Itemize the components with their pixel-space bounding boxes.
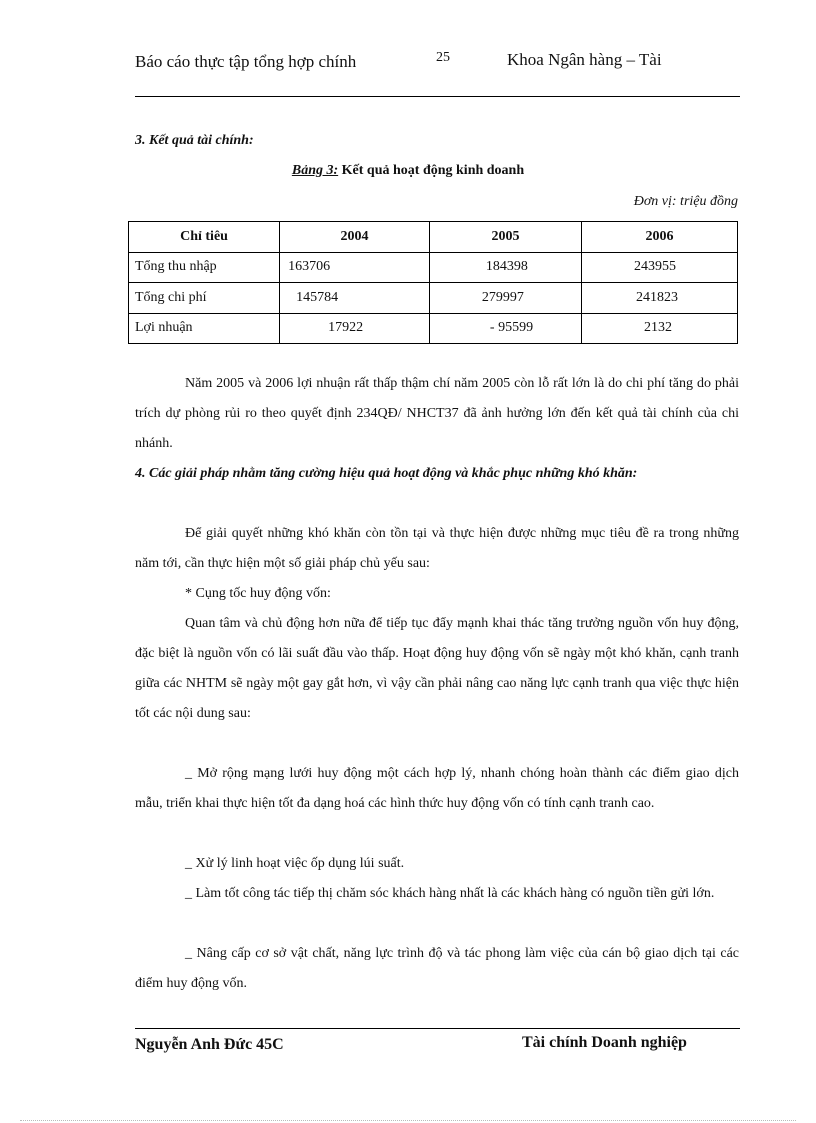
header-right-title: Khoa Ngân hàng – Tài <box>507 50 662 69</box>
paragraph-customer-care: _ Làm tốt công tác tiếp thị chăm sóc khách hàng nhất là các khách hàng có nguồn tiền gửi lớn. <box>185 886 715 901</box>
cell-value: 279997 <box>429 283 581 314</box>
table-header-row <box>129 222 738 253</box>
footer-department: Tài chính Doanh nghiệp <box>522 1034 687 1051</box>
section-4-heading: 4. Các giải pháp nhằm tăng cường hiệu quả hoạt động và khắc phục những khó khăn: <box>135 466 638 481</box>
paragraph-capital-mobilization-heading: * Cụng tốc huy động vốn: <box>185 586 331 601</box>
table-unit: Đơn vị: triệu đồng <box>633 194 738 209</box>
section-3-heading: 3. Kết quả tài chính: <box>135 133 254 148</box>
cell-value: 184398 <box>429 252 581 283</box>
paragraph-network-expansion: _ Mở rộng mạng lưới huy động một cách hợp lý, nhanh chóng hoàn thành các điểm giao dịch mẫu, triển khai thực hiện tốt đa dạng hoá các hình thức huy động vốn có tính cạnh tranh cao. <box>135 766 739 811</box>
page-bottom-dotted-line <box>20 1120 796 1121</box>
cell-value: 2132 <box>581 313 737 344</box>
header-left-title: Báo cáo thực tập tổng hợp chính <box>135 52 357 71</box>
cell-value: 241823 <box>581 283 737 314</box>
header-cell: 2006 <box>581 222 737 253</box>
paragraph-interest-rate: _ Xử lý linh hoạt việc ốp dụng lúi suất. <box>185 856 405 871</box>
table-caption-label: Bảng 3: <box>291 163 339 178</box>
paragraph-loss-explanation: Năm 2005 và 2006 lợi nhuận rất thấp thậm chí năm 2005 còn lỗ rất lớn là do chi phí tăng do phải trích dự phòng rủi ro theo quyết định 234QĐ/ NHCT37 đã ảnh hưởng lớn đến kết quả tài chính của chi nhánh. <box>135 376 739 451</box>
table-row <box>129 252 738 283</box>
table-row <box>129 313 738 344</box>
cell-value: 243955 <box>581 252 737 283</box>
cell-value: - 95599 <box>429 313 581 344</box>
table-row <box>129 283 738 314</box>
table-caption-text: Kết quả hoạt động kinh doanh <box>338 163 525 178</box>
footer-divider <box>135 1028 740 1029</box>
footer-author: Nguyễn Anh Đức 45C <box>135 1036 284 1053</box>
paragraph-facility-upgrade: _ Nâng cấp cơ sở vật chất, năng lực trình độ và tác phong làm việc của cán bộ giao dịch tại các điểm huy động vốn. <box>135 946 739 991</box>
header-cell: 2005 <box>429 222 581 253</box>
paragraph-solutions-intro: Để giải quyết những khó khăn còn tồn tại và thực hiện được những mục tiêu đề ra trong những năm tới, cần thực hiện một số giải pháp chủ yếu sau: <box>135 526 739 571</box>
row-label: Tổng chi phí <box>129 283 280 314</box>
header-cell: Chỉ tiêu <box>129 222 280 253</box>
page-number: 25 <box>436 50 450 65</box>
header-cell: 2004 <box>280 222 430 253</box>
financial-results-table <box>128 221 738 344</box>
row-label: Tổng thu nhập <box>129 252 280 283</box>
cell-value: 145784 <box>280 283 430 314</box>
paragraph-capital-mobilization: Quan tâm và chủ động hơn nữa để tiếp tục đẩy mạnh khai thác tăng trưởng nguồn vốn huy động, đặc biệt là nguồn vốn có lãi suất đầu vào thấp. Hoạt động huy động vốn sẽ ngày một khó khăn, cạnh tranh giữa các NHTM sẽ ngày một gay gắt hơn, vì vậy cần phải nâng cao năng lực cạnh tranh qua việc thực hiện tốt các nội dung sau: <box>135 616 739 721</box>
header-divider <box>135 96 740 97</box>
table-caption <box>0 163 816 179</box>
cell-value: 17922 <box>280 313 430 344</box>
cell-value: 163706 <box>280 252 430 283</box>
row-label: Lợi nhuận <box>129 313 280 344</box>
